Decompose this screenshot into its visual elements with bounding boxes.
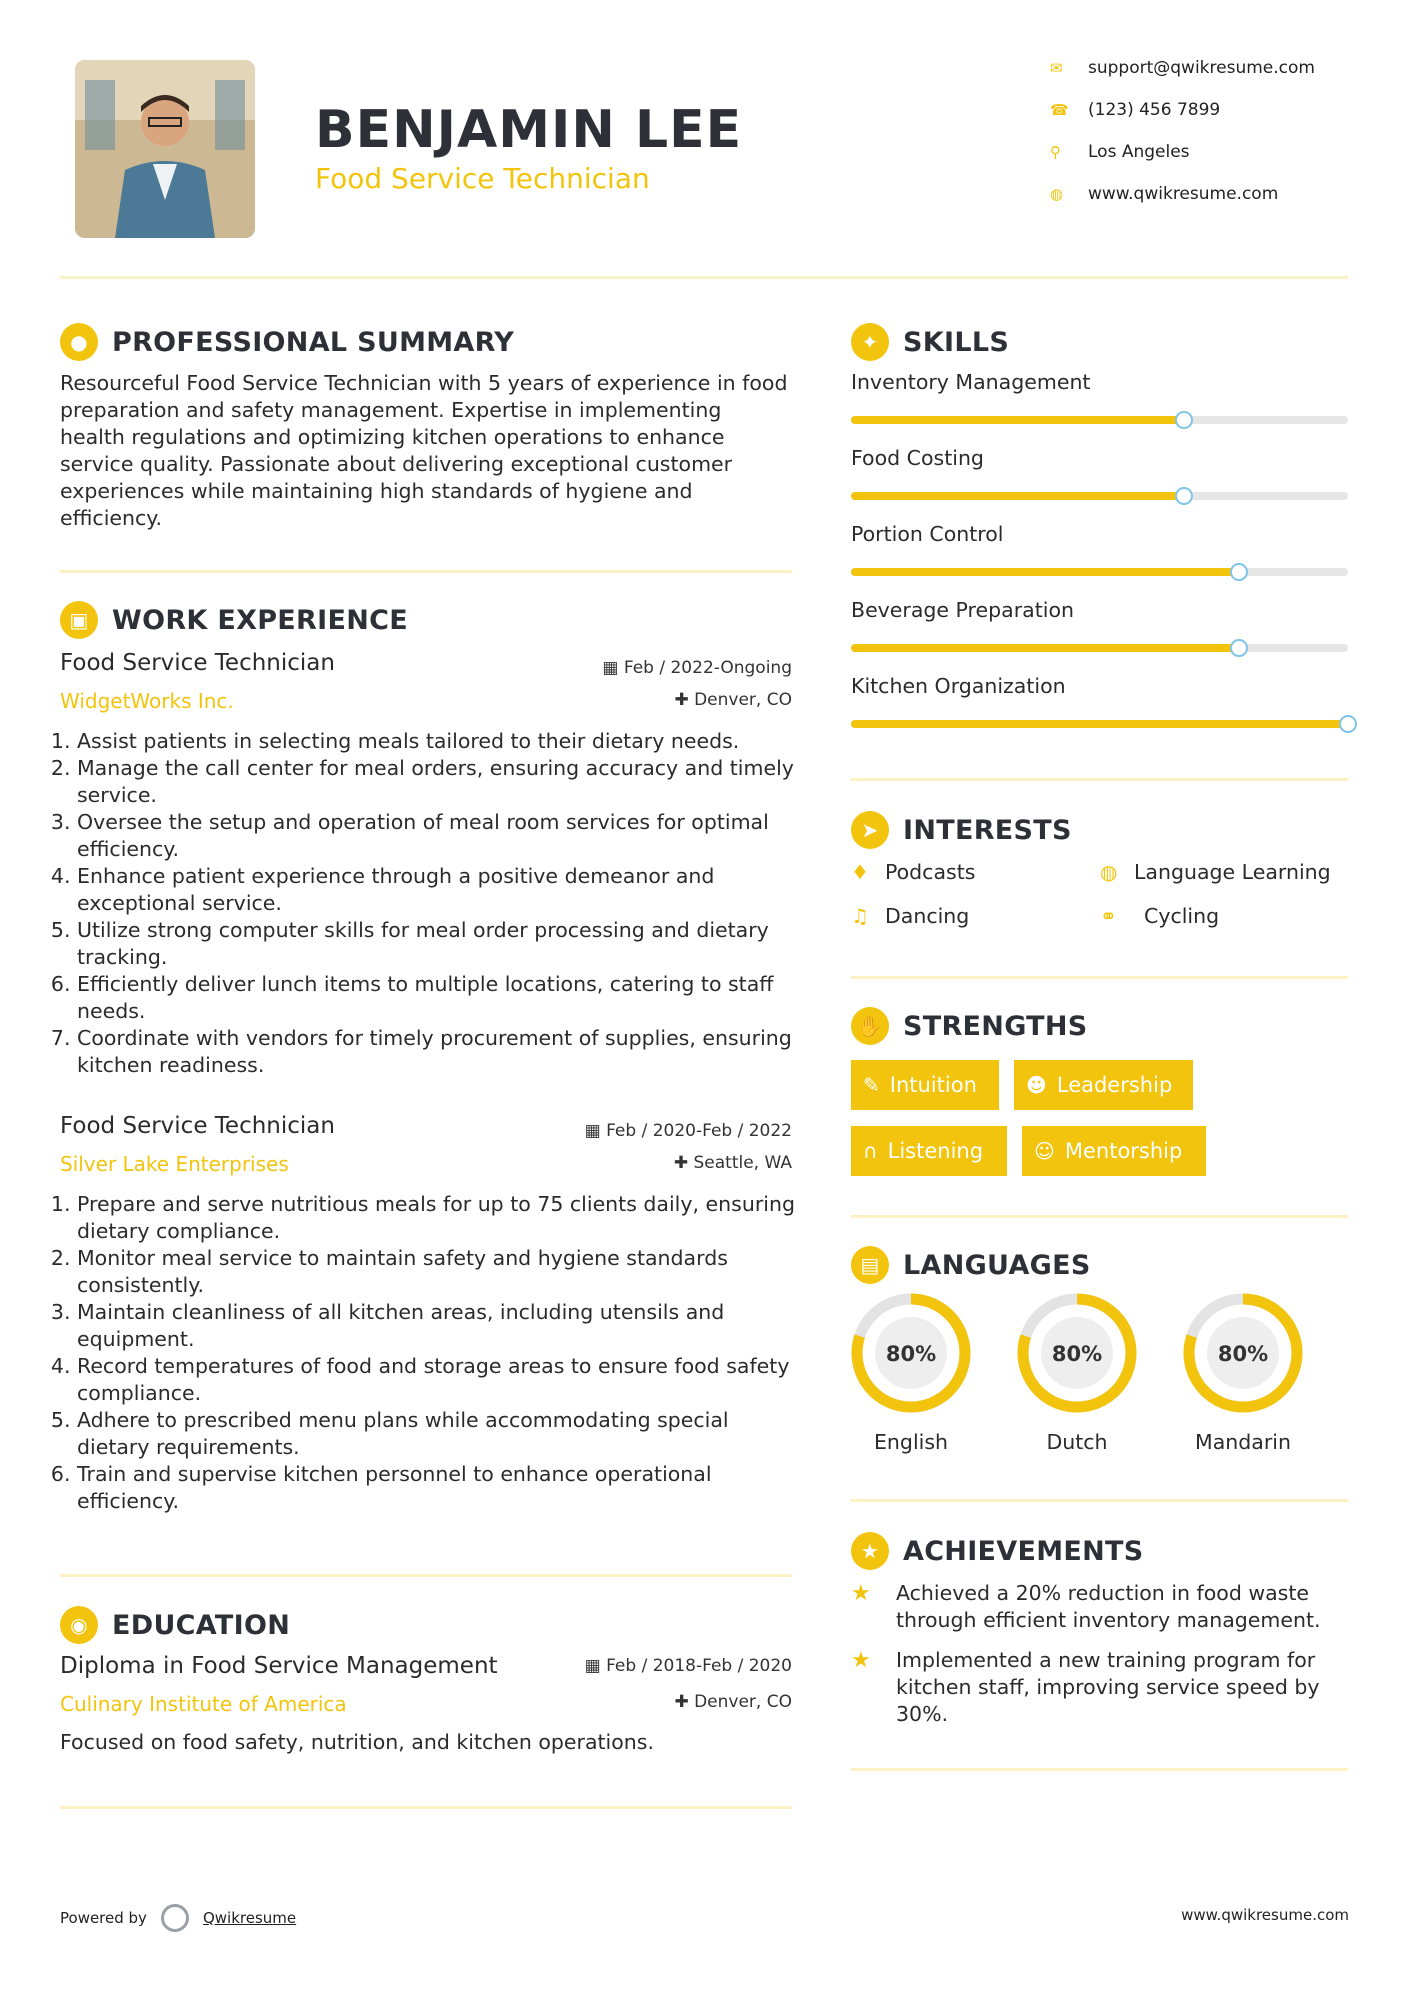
skill-item: Beverage Preparation	[851, 598, 1348, 674]
skill-bar-fill	[851, 492, 1184, 500]
summary-heading: ● PROFESSIONAL SUMMARY	[60, 323, 514, 361]
skill-bar	[851, 644, 1348, 652]
education-text: Focused on food safety, nutrition, and kitchen operations.	[60, 1730, 654, 1754]
education-divider	[60, 1806, 792, 1809]
education-dates: ▦ Feb / 2018-Feb / 2020	[584, 1656, 792, 1676]
language-name: Dutch	[1046, 1430, 1108, 1454]
list-item: 7. Coordinate with vendors for timely procurement of supplies, ensuring kitchen readiness.	[77, 1025, 795, 1079]
job-dates: ▦ Feb / 2022-Ongoing	[602, 658, 792, 678]
skill-bar-fill	[851, 416, 1184, 424]
list-item: 1. Assist patients in selecting meals tailored to their dietary needs.	[77, 728, 795, 755]
contact-phone[interactable]: ☎ (123) 456 7899	[1050, 100, 1221, 120]
language-ring	[850, 1292, 972, 1414]
interest-item: ◍ Language Learning	[1100, 860, 1331, 884]
star-icon: ★	[851, 1648, 871, 1673]
briefcase-icon: ▣	[60, 601, 98, 639]
list-item: 4. Record temperatures of food and storage areas to ensure food safety compliance.	[77, 1353, 795, 1407]
strength-tag: ✎ Intuition	[851, 1060, 999, 1110]
job-duties-list	[55, 1191, 795, 1515]
work-divider	[60, 1574, 792, 1577]
trophy-icon: ★	[851, 1532, 889, 1570]
list-item: 6. Efficiently deliver lunch items to multiple locations, catering to staff needs.	[77, 971, 795, 1025]
user-plus-icon: ☺	[1034, 1139, 1055, 1163]
contact-website[interactable]: ◍ www.qwikresume.com	[1050, 184, 1279, 204]
globe-icon: ◍	[1100, 860, 1118, 884]
globe-icon: ◍	[1050, 185, 1064, 203]
achievements-heading: ★ ACHIEVEMENTS	[851, 1532, 1144, 1570]
education-heading: ◉ EDUCATION	[60, 1606, 290, 1644]
skills-heading: ✦ SKILLS	[851, 323, 1009, 361]
language-percent: 80%	[1217, 1342, 1269, 1366]
candidate-name: BENJAMIN LEE	[315, 100, 743, 160]
header-divider	[60, 276, 1348, 279]
achievement-item: ★ Implemented a new training program for kitchen staff, improving service speed by 30%.	[851, 1648, 1320, 1726]
work-heading: ▣ WORK EXPERIENCE	[60, 601, 408, 639]
skill-slider-knob[interactable]	[1339, 715, 1357, 733]
language-icon: ▤	[851, 1246, 889, 1284]
strengths-divider	[851, 1215, 1348, 1218]
strength-tag: ☻ Leadership	[1014, 1060, 1193, 1110]
language-name: Mandarin	[1195, 1430, 1291, 1454]
calendar-icon: ▦	[602, 658, 624, 678]
skill-bar-fill	[851, 644, 1239, 652]
calendar-icon: ▦	[584, 1121, 607, 1141]
users-icon: ☻	[1026, 1073, 1047, 1097]
mail-icon: ✉	[1050, 59, 1063, 77]
education-degree: Diploma in Food Service Management	[60, 1653, 498, 1679]
skills-list	[851, 370, 1348, 750]
strengths-heading: ✋ STRENGTHS	[851, 1007, 1088, 1045]
skill-item: Food Costing	[851, 446, 1348, 522]
skill-slider-knob[interactable]	[1175, 411, 1193, 429]
interest-item: ♫ Dancing	[851, 904, 970, 928]
list-item: 2. Manage the call center for meal orders, ensuring accuracy and timely service.	[77, 755, 795, 809]
skill-slider-knob[interactable]	[1230, 563, 1248, 581]
skill-bar	[851, 568, 1348, 576]
music-note-icon: ♫	[851, 904, 869, 928]
location-pin-icon: ⚲	[1050, 143, 1061, 161]
job-company: Silver Lake Enterprises	[60, 1152, 289, 1176]
skill-item: Kitchen Organization	[851, 674, 1348, 750]
job-location: ✚ Denver, CO	[674, 690, 792, 710]
skills-divider	[851, 778, 1348, 781]
contact-email[interactable]: ✉ support@qwikresume.com	[1050, 58, 1315, 78]
candidate-title: Food Service Technician	[315, 162, 650, 195]
lightbulb-icon: ✦	[851, 323, 889, 361]
skill-bar	[851, 492, 1348, 500]
hand-icon: ✋	[851, 1007, 889, 1045]
achievements-divider	[851, 1768, 1348, 1771]
microphone-icon: ♦	[851, 860, 869, 884]
pin-icon: ✚	[674, 1692, 695, 1712]
skill-slider-knob[interactable]	[1230, 639, 1248, 657]
magic-wand-icon: ✎	[863, 1073, 880, 1097]
language-ring	[1016, 1292, 1138, 1414]
list-item: 3. Oversee the setup and operation of meal room services for optimal efficiency.	[77, 809, 795, 863]
pin-icon: ✚	[673, 1153, 694, 1173]
education-location: ✚ Denver, CO	[674, 1692, 792, 1712]
language-gauge	[1182, 1292, 1304, 1418]
strength-tag: ∩ Listening	[851, 1126, 1007, 1176]
list-item: 2. Monitor meal service to maintain safety and hygiene standards consistently.	[77, 1245, 795, 1299]
phone-icon: ☎	[1050, 101, 1069, 119]
job-dates: ▦ Feb / 2020-Feb / 2022	[584, 1121, 792, 1141]
summary-text: Resourceful Food Service Technician with 5 years of experience in food preparation and safety management. Expertise in implementing health regulations and optimizing kitchen operations to enhance service quality. Passionate about delivering exceptional customer experiences while maintaining high standards of hygiene and efficiency.	[60, 371, 788, 530]
job-title: Food Service Technician	[60, 1113, 335, 1139]
achievement-item: ★ Achieved a 20% reduction in food waste through efficient inventory management.	[851, 1581, 1321, 1632]
job-company: WidgetWorks Inc.	[60, 689, 234, 713]
interest-item: ⚭ Cycling	[1100, 904, 1220, 928]
profile-photo	[75, 60, 255, 238]
user-icon: ●	[60, 323, 98, 361]
skill-bar	[851, 720, 1348, 728]
headphones-icon: ∩	[863, 1139, 878, 1163]
footer-powered-by: Powered by Qwikresume	[60, 1904, 296, 1932]
list-item: 5. Adhere to prescribed menu plans while accommodating special dietary requirements.	[77, 1407, 795, 1461]
list-item: 3. Maintain cleanliness of all kitchen areas, including utensils and equipment.	[77, 1299, 795, 1353]
paper-plane-icon: ➤	[851, 811, 889, 849]
bicycle-icon: ⚭	[1100, 904, 1117, 928]
list-item: 1. Prepare and serve nutritious meals for up to 75 clients daily, ensuring dietary compliance.	[77, 1191, 795, 1245]
star-icon: ★	[851, 1581, 871, 1606]
footer-url[interactable]: www.qwikresume.com	[1181, 1906, 1349, 1924]
pin-icon: ✚	[674, 690, 695, 710]
strength-tag: ☺ Mentorship	[1022, 1126, 1206, 1176]
summary-divider	[60, 570, 792, 573]
calendar-icon: ▦	[584, 1656, 607, 1676]
language-gauge	[850, 1292, 972, 1418]
list-item: 4. Enhance patient experience through a positive demeanor and exceptional service.	[77, 863, 795, 917]
graduation-icon: ◉	[60, 1606, 98, 1644]
interests-divider	[851, 976, 1348, 979]
interest-item: ♦ Podcasts	[851, 860, 976, 884]
language-percent: 80%	[1051, 1342, 1103, 1366]
interests-heading: ➤ INTERESTS	[851, 811, 1072, 849]
job-title: Food Service Technician	[60, 650, 335, 676]
skill-item: Portion Control	[851, 522, 1348, 598]
qwikresume-link[interactable]: Qwikresume	[202, 1909, 297, 1927]
skill-bar-fill	[851, 720, 1348, 728]
language-gauge	[1016, 1292, 1138, 1418]
skill-slider-knob[interactable]	[1175, 487, 1193, 505]
list-item: 6. Train and supervise kitchen personnel to enhance operational efficiency.	[77, 1461, 795, 1515]
language-name: English	[873, 1430, 949, 1454]
skill-bar	[851, 416, 1348, 424]
language-percent: 80%	[885, 1342, 937, 1366]
list-item: 5. Utilize strong computer skills for meal order processing and dietary tracking.	[77, 917, 795, 971]
skill-item: Inventory Management	[851, 370, 1348, 446]
languages-divider	[851, 1499, 1348, 1502]
languages-heading: ▤ LANGUAGES	[851, 1246, 1091, 1284]
education-school: Culinary Institute of America	[60, 1692, 347, 1716]
skill-bar-fill	[851, 568, 1239, 576]
qwikresume-logo-icon	[161, 1904, 189, 1932]
job-location: ✚ Seattle, WA	[673, 1153, 792, 1173]
language-ring	[1182, 1292, 1304, 1414]
job-duties-list	[55, 728, 795, 1079]
contact-location: ⚲ Los Angeles	[1050, 142, 1190, 162]
